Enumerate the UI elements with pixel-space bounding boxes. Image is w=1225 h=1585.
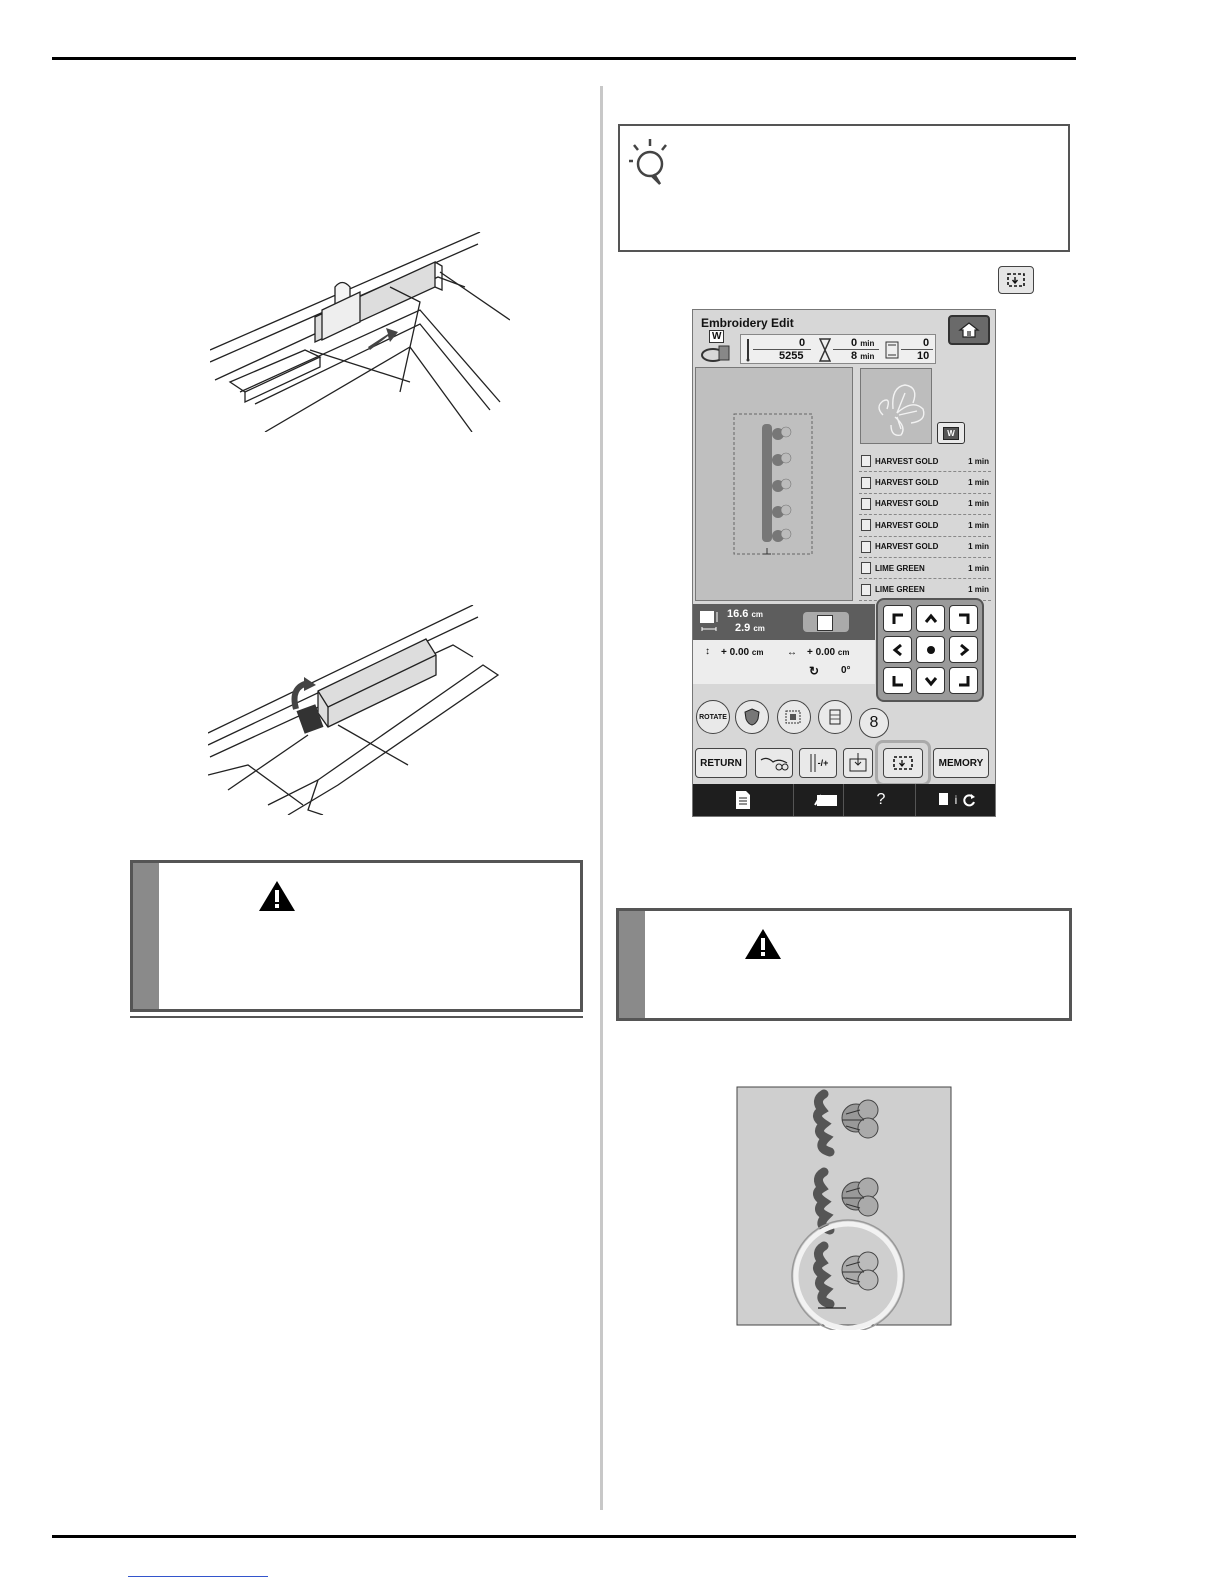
move-left-button[interactable] bbox=[883, 636, 912, 663]
caution-box-right bbox=[616, 908, 1072, 1021]
note-box bbox=[618, 124, 1070, 252]
warning-triangle-icon bbox=[257, 879, 297, 913]
time-total: 8 min bbox=[851, 350, 875, 362]
spool-icon bbox=[861, 541, 871, 553]
presser-foot-label: W bbox=[709, 330, 724, 343]
thread-row[interactable]: HARVEST GOLD 1 min bbox=[859, 537, 991, 558]
footer-link-line bbox=[128, 1576, 268, 1577]
scissors-icon bbox=[759, 754, 789, 772]
horizontal-arrow-icon: ↔ bbox=[787, 647, 797, 658]
embroidery-preview-area[interactable] bbox=[695, 367, 853, 601]
embroidery-edit-screen bbox=[692, 309, 996, 817]
move-up-left-button[interactable] bbox=[883, 605, 912, 632]
needle-icon bbox=[744, 338, 752, 362]
density-button[interactable] bbox=[777, 700, 811, 734]
page-button[interactable] bbox=[723, 786, 763, 814]
thread-color-list bbox=[859, 451, 991, 601]
pattern-size-bar bbox=[693, 604, 875, 640]
vertical-arrow-icon: ↕ bbox=[705, 646, 710, 657]
thread-row[interactable]: LIME GREEN 1 min bbox=[859, 579, 991, 600]
settings-button[interactable]: i bbox=[925, 786, 989, 814]
refresh-icon bbox=[961, 792, 977, 808]
hourglass-icon bbox=[819, 338, 831, 362]
hoop-needle-icon bbox=[847, 752, 869, 774]
thread-spool-icon bbox=[885, 341, 899, 359]
bottom-rule bbox=[52, 1535, 1076, 1538]
dashed-frame-icon bbox=[892, 755, 914, 771]
memory-button[interactable]: MEMORY bbox=[933, 748, 989, 778]
density-icon bbox=[784, 708, 804, 726]
thread-cut-button[interactable] bbox=[755, 748, 793, 778]
repeat-button[interactable]: 8 bbox=[859, 708, 889, 738]
center-dot-icon bbox=[924, 643, 938, 657]
dashed-frame-icon bbox=[998, 266, 1034, 294]
size-width: 2.9 cm bbox=[735, 622, 765, 634]
home-icon bbox=[958, 321, 980, 339]
move-dpad bbox=[876, 598, 984, 702]
settings-icon bbox=[937, 791, 951, 809]
color-total: 10 bbox=[917, 350, 930, 362]
chevron-left-icon bbox=[891, 643, 905, 657]
frame-lock-illustration bbox=[208, 605, 508, 815]
spool-icon bbox=[861, 455, 871, 467]
document-icon bbox=[735, 790, 751, 810]
time-current: 0 min bbox=[851, 337, 875, 349]
caution-bar bbox=[133, 863, 159, 1009]
spool-icon bbox=[861, 584, 871, 596]
border-pattern-illustration bbox=[736, 1086, 952, 1330]
stitch-step-button[interactable]: -/+ bbox=[799, 748, 837, 778]
stitch-current: 0 bbox=[799, 337, 806, 349]
pattern-thumbnail-image bbox=[861, 369, 931, 443]
help-button[interactable]: ? bbox=[876, 791, 886, 808]
screen-footer bbox=[693, 784, 996, 817]
center-button[interactable] bbox=[916, 636, 945, 663]
layout-toggle-button[interactable] bbox=[803, 612, 849, 632]
corner-up-right-icon bbox=[957, 612, 971, 626]
position-readout bbox=[693, 640, 875, 684]
angle-value: 0° bbox=[841, 665, 851, 676]
spool-icon bbox=[861, 477, 871, 489]
thread-row[interactable]: HARVEST GOLD 1 min bbox=[859, 515, 991, 536]
spool-icon bbox=[861, 562, 871, 574]
warning-triangle-icon bbox=[743, 927, 783, 961]
move-down-button[interactable] bbox=[916, 667, 945, 694]
pos-horizontal: + 0.00 cm bbox=[807, 647, 850, 658]
corner-down-right-icon bbox=[957, 674, 971, 688]
frame-attach-illustration bbox=[210, 232, 510, 432]
rotate-button[interactable]: ROTATE bbox=[696, 700, 730, 734]
caution-box-left bbox=[130, 860, 583, 1012]
layout-toggle-icon: + bbox=[817, 615, 833, 631]
rotate-indicator-icon: ↻ bbox=[809, 664, 820, 678]
thumbnail-button[interactable] bbox=[937, 422, 965, 444]
frame-position-button[interactable] bbox=[883, 748, 923, 778]
pattern-preview bbox=[732, 412, 814, 558]
spool-icon bbox=[861, 519, 871, 531]
baste-button[interactable] bbox=[843, 748, 873, 778]
screen-title: Embroidery Edit bbox=[701, 316, 794, 330]
needle-bar-icon bbox=[808, 753, 818, 773]
sewing-machine-icon bbox=[811, 791, 839, 809]
move-right-button[interactable] bbox=[949, 636, 978, 663]
sewing-machine-button[interactable] bbox=[805, 786, 845, 814]
caution-bar bbox=[619, 911, 645, 1018]
size-icon bbox=[699, 610, 719, 634]
stitch-time-counter bbox=[740, 334, 936, 364]
presser-foot-indicator bbox=[699, 330, 733, 364]
top-rule bbox=[52, 57, 1076, 60]
chevron-up-icon bbox=[924, 612, 938, 626]
thread-row[interactable]: HARVEST GOLD 1 min bbox=[859, 472, 991, 493]
chevron-right-icon bbox=[957, 643, 971, 657]
move-down-left-button[interactable] bbox=[883, 667, 912, 694]
corner-up-left-icon bbox=[891, 612, 905, 626]
move-up-button[interactable] bbox=[916, 605, 945, 632]
thread-row[interactable]: LIME GREEN 1 min bbox=[859, 558, 991, 579]
chevron-down-icon bbox=[924, 674, 938, 688]
presser-foot-icon bbox=[699, 342, 733, 364]
thread-row[interactable]: HARVEST GOLD 1 min bbox=[859, 494, 991, 515]
stitch-total: 5255 bbox=[779, 350, 804, 362]
home-button[interactable] bbox=[948, 315, 990, 345]
thread-row[interactable]: HARVEST GOLD 1 min bbox=[859, 451, 991, 472]
corner-down-left-icon bbox=[891, 674, 905, 688]
pos-vertical: + 0.00 cm bbox=[721, 647, 764, 658]
color-current: 0 bbox=[923, 337, 930, 349]
thumbnail-button-label: W bbox=[943, 427, 959, 440]
spool-icon bbox=[861, 498, 871, 510]
border-button[interactable] bbox=[735, 700, 769, 734]
column-divider bbox=[600, 86, 603, 1510]
caution-underline-left bbox=[130, 1016, 583, 1018]
shield-icon bbox=[742, 707, 762, 727]
color-button[interactable] bbox=[818, 700, 852, 734]
move-up-right-button[interactable] bbox=[949, 605, 978, 632]
return-button[interactable]: RETURN bbox=[695, 748, 747, 778]
move-down-right-button[interactable] bbox=[949, 667, 978, 694]
lightbulb-icon bbox=[628, 136, 670, 186]
spool-color-icon bbox=[827, 707, 843, 727]
size-height: 16.6 cm bbox=[727, 608, 764, 620]
pattern-thumbnail bbox=[860, 368, 932, 444]
